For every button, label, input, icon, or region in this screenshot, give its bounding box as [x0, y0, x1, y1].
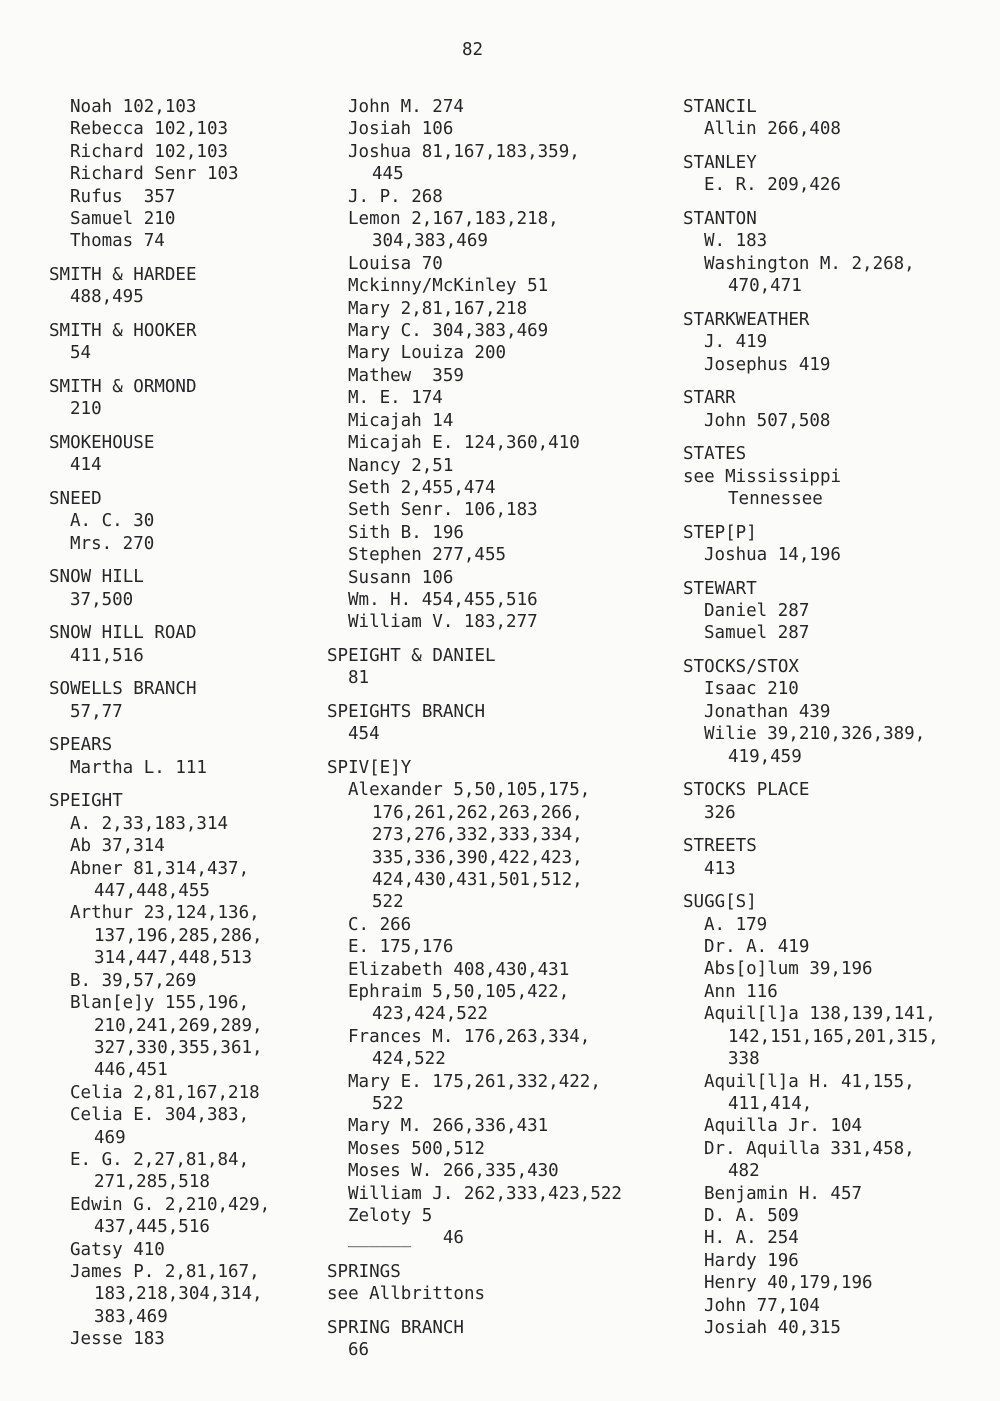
index-line: 437,445,516: [94, 1217, 210, 1238]
index-line: Josephus 419: [704, 354, 831, 375]
index-line: John 507,508: [704, 410, 831, 431]
index-line: J. 419: [704, 332, 768, 353]
index-entry: [49, 734, 319, 779]
index-entry: [327, 1317, 667, 1362]
index-line: 411,414,: [728, 1093, 813, 1114]
index-line: 142,151,165,201,315,: [728, 1026, 939, 1047]
index-heading: SMOKEHOUSE: [49, 433, 155, 454]
index-entry: [49, 376, 319, 421]
index-line: Aquilla Jr. 104: [704, 1116, 863, 1137]
index-line: Seth 2,455,474: [348, 477, 496, 498]
index-line: 446,451: [94, 1060, 168, 1081]
index-line: Mary C. 304,383,469: [348, 321, 549, 342]
index-line: Jonathan 439: [704, 701, 831, 722]
index-line: 183,218,304,314,: [94, 1284, 263, 1305]
index-line: Stephen 277,455: [348, 545, 507, 566]
index-line: Frances M. 176,263,334,: [348, 1026, 591, 1047]
index-line: Dr. Aquilla 331,458,: [704, 1138, 915, 1159]
index-heading: SPIV[E]Y: [327, 757, 412, 778]
index-line: 454: [348, 724, 380, 745]
index-entry: [327, 96, 667, 634]
index-heading: SOWELLS BRANCH: [49, 679, 197, 700]
index-line: E. G. 2,27,81,84,: [70, 1149, 250, 1170]
index-line: Daniel 287: [704, 601, 810, 622]
index-line: Ab 37,314: [70, 836, 165, 857]
index-line: James P. 2,81,167,: [70, 1261, 260, 1282]
index-heading: SNOW HILL: [49, 567, 144, 588]
index-line: Thomas 74: [70, 231, 165, 252]
index-column-1: [49, 96, 319, 1362]
index-line: John M. 274: [348, 97, 464, 117]
index-line: 335,336,390,422,423,: [372, 847, 583, 868]
index-entry: [327, 701, 667, 746]
index-entry: [683, 522, 983, 567]
index-line: 271,285,518: [94, 1172, 210, 1193]
index-line: 419,459: [728, 746, 802, 767]
index-line: 176,261,262,263,266,: [372, 802, 583, 823]
index-line: 522: [372, 892, 404, 913]
index-entry: [327, 1261, 667, 1306]
index-line: M. E. 174: [348, 388, 443, 409]
index-entry: [683, 779, 983, 824]
index-line: 424,430,431,501,512,: [372, 869, 583, 890]
index-heading: STANCIL: [683, 97, 757, 117]
index-line: Wm. H. 454,455,516: [348, 589, 538, 610]
index-line: Richard 102,103: [70, 141, 229, 162]
index-heading: see Mississippi: [683, 466, 842, 487]
index-line: Susann 106: [348, 567, 454, 588]
index-heading: SPEIGHTS BRANCH: [327, 701, 486, 722]
index-line: 411,516: [70, 645, 144, 666]
index-line: Rebecca 102,103: [70, 119, 229, 140]
index-line: Noah 102,103: [70, 97, 197, 117]
index-line: A. C. 30: [70, 511, 155, 532]
index-line: Blan[e]y 155,196,: [70, 993, 250, 1014]
index-line: Ephraim 5,50,105,422,: [348, 982, 570, 1002]
index-line: 54: [70, 343, 92, 364]
index-line: Gatsy 410: [70, 1239, 165, 1260]
index-entry: [49, 264, 319, 309]
index-heading: STREETS: [683, 836, 757, 857]
index-heading: STEWART: [683, 578, 757, 599]
index-entry: [327, 645, 667, 690]
index-line: Joshua 81,167,183,359,: [348, 141, 580, 162]
index-line: Benjamin H. 457: [704, 1183, 863, 1204]
index-line: B. 39,57,269: [70, 970, 197, 991]
index-entry: [683, 387, 983, 432]
index-line: Aquil[l]a 138,139,141,: [704, 1004, 936, 1025]
index-entry: [683, 443, 983, 510]
index-line: Hardy 196: [704, 1250, 799, 1271]
index-heading: SMITH & ORMOND: [49, 377, 197, 398]
index-entry: [49, 566, 319, 611]
index-entry: [49, 320, 319, 365]
index-line: Celia E. 304,383,: [70, 1105, 250, 1126]
index-line: John 77,104: [704, 1295, 820, 1316]
index-line: 210,241,269,289,: [94, 1015, 263, 1036]
index-entry: [683, 656, 983, 768]
index-line: Isaac 210: [704, 679, 799, 700]
index-line: C. 266: [348, 914, 412, 935]
index-line: Ann 116: [704, 981, 778, 1002]
index-heading: SMITH & HOOKER: [49, 321, 197, 342]
index-heading: SNEED: [49, 489, 102, 510]
index-line: 447,448,455: [94, 881, 210, 902]
index-line: D. A. 509: [704, 1205, 799, 1226]
index-line: Jesse 183: [70, 1329, 165, 1350]
index-line: Samuel 210: [70, 209, 176, 230]
index-heading: SPEARS: [49, 735, 113, 756]
index-line: 327,330,355,361,: [94, 1037, 263, 1058]
index-line: 338: [728, 1049, 760, 1070]
index-entry: [49, 678, 319, 723]
index-line: Mckinny/McKinley 51: [348, 276, 549, 297]
index-line: Richard Senr 103: [70, 164, 239, 185]
index-heading: SPEIGHT & DANIEL: [327, 645, 496, 666]
index-line: Mary Louiza 200: [348, 343, 507, 364]
index-line: William J. 262,333,423,522: [348, 1183, 622, 1204]
index-line: Henry 40,179,196: [704, 1273, 873, 1294]
index-line: Seth Senr. 106,183: [348, 500, 538, 521]
index-heading: STANTON: [683, 209, 757, 229]
index-entry: [49, 96, 319, 253]
index-line: Dr. A. 419: [704, 937, 810, 958]
index-line: 470,471: [728, 276, 802, 297]
index-line: 482: [728, 1161, 760, 1182]
index-heading: SPRINGS: [327, 1262, 401, 1283]
index-line: 137,196,285,286,: [94, 925, 263, 946]
index-line: 414: [70, 455, 102, 476]
index-heading: STANLEY: [683, 153, 757, 173]
index-line: E. R. 209,426: [704, 175, 841, 196]
index-line: Mrs. 270: [70, 533, 155, 554]
index-line: A. 2,33,183,314: [70, 813, 229, 834]
index-line: 469: [94, 1127, 126, 1148]
index-line: 314,447,448,513: [94, 948, 253, 969]
index-line: Moses W. 266,335,430: [348, 1161, 559, 1182]
index-line: 326: [704, 802, 736, 823]
index-entry: [683, 208, 983, 298]
index-heading: STARR: [683, 388, 736, 409]
index-line: 273,276,332,333,334,: [372, 825, 583, 846]
index-column-3: [683, 96, 983, 1351]
index-line: Louisa 70: [348, 253, 443, 274]
index-entry: [49, 488, 319, 555]
index-entry: [683, 96, 983, 141]
index-line: Josiah 40,315: [704, 1317, 841, 1338]
index-heading: STARKWEATHER: [683, 309, 810, 330]
index-line: Micajah E. 124,360,410: [348, 433, 580, 454]
index-line: 383,469: [94, 1306, 168, 1327]
index-line: W. 183: [704, 231, 768, 252]
index-column-2: [327, 96, 667, 1373]
index-line: Nancy 2,51: [348, 455, 454, 476]
index-line: Tennessee: [728, 489, 823, 510]
index-line: Aquil[l]a H. 41,155,: [704, 1071, 915, 1092]
index-heading: SUGG[S]: [683, 892, 757, 913]
index-line: 81: [348, 668, 370, 689]
index-line: A. 179: [704, 914, 768, 935]
index-line: 522: [372, 1094, 404, 1115]
index-entry: [683, 578, 983, 645]
index-line: Zeloty 5: [348, 1206, 433, 1227]
index-line: 423,424,522: [372, 1004, 488, 1025]
index-line: 488,495: [70, 287, 144, 308]
index-line: Allin 266,408: [704, 119, 841, 140]
index-entry: [49, 790, 319, 1350]
index-line: Abs[o]lum 39,196: [704, 959, 873, 980]
index-line: William V. 183,277: [348, 612, 538, 633]
index-heading: SPRING BRANCH: [327, 1318, 464, 1339]
index-line: H. A. 254: [704, 1228, 799, 1249]
index-line: 57,77: [70, 701, 123, 722]
index-line: 37,500: [70, 589, 134, 610]
index-line: Joshua 14,196: [704, 545, 841, 566]
index-line: Abner 81,314,437,: [70, 858, 250, 879]
index-line: Washington M. 2,268,: [704, 253, 915, 274]
index-line: Martha L. 111: [70, 757, 207, 778]
index-line: Micajah 14: [348, 410, 454, 431]
index-entry: [683, 152, 983, 197]
index-heading: STEP[P]: [683, 522, 757, 543]
index-line: Wilie 39,210,326,389,: [704, 724, 926, 745]
index-heading: STOCKS PLACE: [683, 780, 810, 801]
index-line: 210: [70, 399, 102, 420]
index-line: Mary 2,81,167,218: [348, 298, 528, 319]
index-line: E. 175,176: [348, 937, 454, 958]
index-entry: [49, 622, 319, 667]
index-line: Mathew 359: [348, 365, 464, 386]
index-entry: [683, 835, 983, 880]
index-heading: see Allbrittons: [327, 1284, 486, 1305]
index-line: Alexander 5,50,105,175,: [348, 780, 591, 801]
index-line: Mary M. 266,336,431: [348, 1116, 549, 1137]
index-line: Moses 500,512: [348, 1138, 485, 1159]
index-line: ______ 46: [348, 1228, 464, 1249]
index-entry: [327, 757, 667, 1250]
index-heading: SPEIGHT: [49, 791, 123, 812]
index-line: 424,522: [372, 1049, 446, 1070]
index-entry: [49, 432, 319, 477]
index-line: 304,383,469: [372, 231, 488, 252]
index-heading: STOCKS/STOX: [683, 657, 799, 678]
index-line: Celia 2,81,167,218: [70, 1082, 260, 1103]
index-line: Lemon 2,167,183,218,: [348, 209, 559, 230]
index-line: Mary E. 175,261,332,422,: [348, 1071, 601, 1092]
index-line: 413: [704, 858, 736, 879]
index-entry: [683, 309, 983, 376]
index-heading: SMITH & HARDEE: [49, 265, 197, 286]
index-line: Edwin G. 2,210,429,: [70, 1194, 271, 1215]
index-heading: STATES: [683, 444, 747, 465]
index-line: Rufus 357: [70, 186, 176, 207]
index-line: 445: [372, 164, 404, 185]
index-line: Sith B. 196: [348, 522, 464, 543]
index-line: J. P. 268: [348, 186, 443, 207]
index-heading: SNOW HILL ROAD: [49, 623, 197, 644]
index-line: Samuel 287: [704, 623, 810, 644]
index-line: Elizabeth 408,430,431: [348, 959, 570, 980]
index-line: Arthur 23,124,136,: [70, 903, 260, 924]
page-number: 82: [461, 40, 484, 60]
index-entry: [683, 891, 983, 1339]
index-line: Josiah 106: [348, 119, 454, 140]
index-line: 66: [348, 1340, 370, 1361]
